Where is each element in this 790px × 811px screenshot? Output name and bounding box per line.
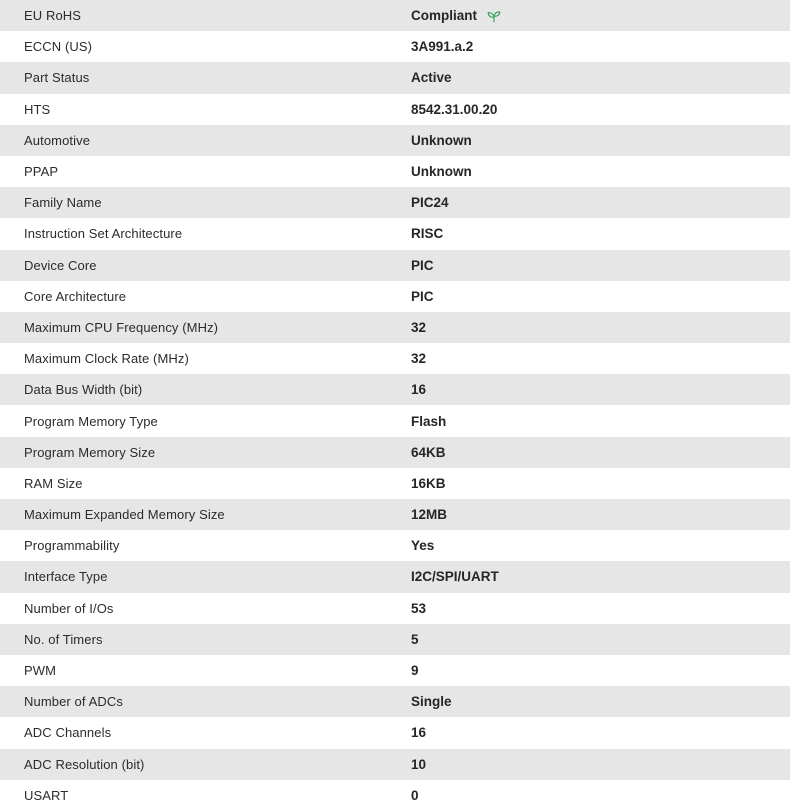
spec-value: Unknown (411, 132, 472, 148)
spec-value: Flash (411, 413, 447, 429)
spec-value-cell (411, 281, 790, 312)
spec-value: 64KB (411, 444, 446, 460)
spec-value: 16KB (411, 475, 446, 491)
spec-value: 0 (411, 787, 419, 803)
spec-value: 3A991.a.2 (411, 39, 474, 55)
spec-label: Instruction Set Architecture (24, 226, 183, 242)
spec-value-cell (411, 624, 790, 655)
spec-value-cell (411, 250, 790, 281)
spec-value: 10 (411, 756, 427, 772)
spec-row-hts (0, 94, 790, 125)
spec-value-cell (411, 749, 790, 780)
spec-value: PIC (411, 288, 434, 304)
spec-value: 32 (411, 319, 427, 335)
spec-label: USART (24, 787, 69, 803)
spec-value: 12MB (411, 507, 448, 523)
spec-row-device-core (0, 250, 790, 281)
spec-row-maximum-clock-rate-mhz (0, 343, 790, 374)
spec-value-cell (411, 530, 790, 561)
spec-row-ppap (0, 156, 790, 187)
spec-label: Device Core (24, 257, 97, 273)
spec-value-cell (411, 468, 790, 499)
spec-label: Family Name (24, 195, 102, 211)
spec-label: Part Status (24, 70, 90, 86)
spec-row-pwm (0, 655, 790, 686)
spec-value: 8542.31.00.20 (411, 101, 498, 117)
spec-label: RAM Size (24, 475, 83, 491)
spec-row-adc-channels (0, 717, 790, 748)
spec-row-adc-resolution-bit (0, 749, 790, 780)
spec-label: Number of I/Os (24, 600, 114, 616)
spec-value-cell (411, 374, 790, 405)
spec-value-cell (411, 561, 790, 592)
spec-value: I2C/SPI/UART (411, 569, 499, 585)
spec-row-programmability (0, 530, 790, 561)
spec-value-cell (411, 187, 790, 218)
spec-row-interface-type (0, 561, 790, 592)
spec-label: Maximum Expanded Memory Size (24, 507, 225, 523)
spec-value: PIC (411, 257, 434, 273)
spec-value-cell (411, 655, 790, 686)
spec-value: Active (411, 70, 452, 86)
spec-row-core-architecture (0, 281, 790, 312)
spec-value-cell (411, 717, 790, 748)
spec-row-data-bus-width-bit (0, 374, 790, 405)
spec-value-cell (411, 405, 790, 436)
spec-row-maximum-cpu-frequency-mhz (0, 312, 790, 343)
spec-label: ADC Channels (24, 725, 112, 741)
spec-value: 16 (411, 382, 427, 398)
leaf-icon (487, 11, 501, 23)
spec-value-cell (411, 62, 790, 93)
spec-value: 9 (411, 663, 419, 679)
spec-row-automotive (0, 125, 790, 156)
spec-label: No. of Timers (24, 631, 103, 647)
spec-value: 53 (411, 600, 427, 616)
spec-label: ADC Resolution (bit) (24, 756, 145, 772)
spec-value-cell (411, 94, 790, 125)
spec-value-cell (411, 593, 790, 624)
spec-row-ram-size (0, 468, 790, 499)
spec-row-eu-rohs (0, 0, 790, 31)
spec-value-cell (411, 686, 790, 717)
spec-value-cell (411, 499, 790, 530)
spec-label: HTS (24, 101, 51, 117)
spec-row-maximum-expanded-memory-size (0, 499, 790, 530)
spec-value-cell (411, 156, 790, 187)
spec-value: 32 (411, 351, 427, 367)
spec-label: Automotive (24, 132, 91, 148)
spec-label: Maximum CPU Frequency (MHz) (24, 319, 219, 335)
spec-label: PWM (24, 663, 57, 679)
spec-label: Programmability (24, 538, 120, 554)
spec-label: Data Bus Width (bit) (24, 382, 143, 398)
spec-value: PIC24 (411, 195, 449, 211)
spec-row-program-memory-size (0, 437, 790, 468)
spec-value: Yes (411, 538, 435, 554)
spec-label: Core Architecture (24, 288, 127, 304)
spec-label: Program Memory Size (24, 444, 156, 460)
spec-row-no-of-timers (0, 624, 790, 655)
spec-value-cell (411, 31, 790, 62)
spec-row-program-memory-type (0, 405, 790, 436)
spec-value: Single (411, 694, 452, 710)
spec-value: Compliant (411, 8, 477, 24)
spec-value-cell (411, 343, 790, 374)
spec-label: ECCN (US) (24, 39, 93, 55)
spec-value-cell (411, 125, 790, 156)
spec-label: Maximum Clock Rate (MHz) (24, 351, 189, 367)
spec-label: PPAP (24, 164, 59, 180)
spec-row-family-name (0, 187, 790, 218)
spec-value: 16 (411, 725, 427, 741)
spec-label: EU RoHS (24, 8, 82, 24)
spec-row-usart (0, 780, 790, 811)
spec-label: Program Memory Type (24, 413, 158, 429)
spec-value-cell (411, 437, 790, 468)
spec-row-number-of-adcs (0, 686, 790, 717)
spec-label: Interface Type (24, 569, 108, 585)
spec-row-eccn-us (0, 31, 790, 62)
spec-value-cell (411, 312, 790, 343)
spec-row-instruction-set-architecture (0, 218, 790, 249)
spec-value: RISC (411, 226, 444, 242)
spec-value-cell (411, 780, 790, 811)
spec-label: Number of ADCs (24, 694, 123, 710)
spec-value: Unknown (411, 164, 472, 180)
spec-value-cell (411, 0, 790, 31)
spec-row-part-status (0, 62, 790, 93)
spec-row-number-of-i-os (0, 593, 790, 624)
spec-value-cell (411, 218, 790, 249)
spec-value: 5 (411, 631, 419, 647)
